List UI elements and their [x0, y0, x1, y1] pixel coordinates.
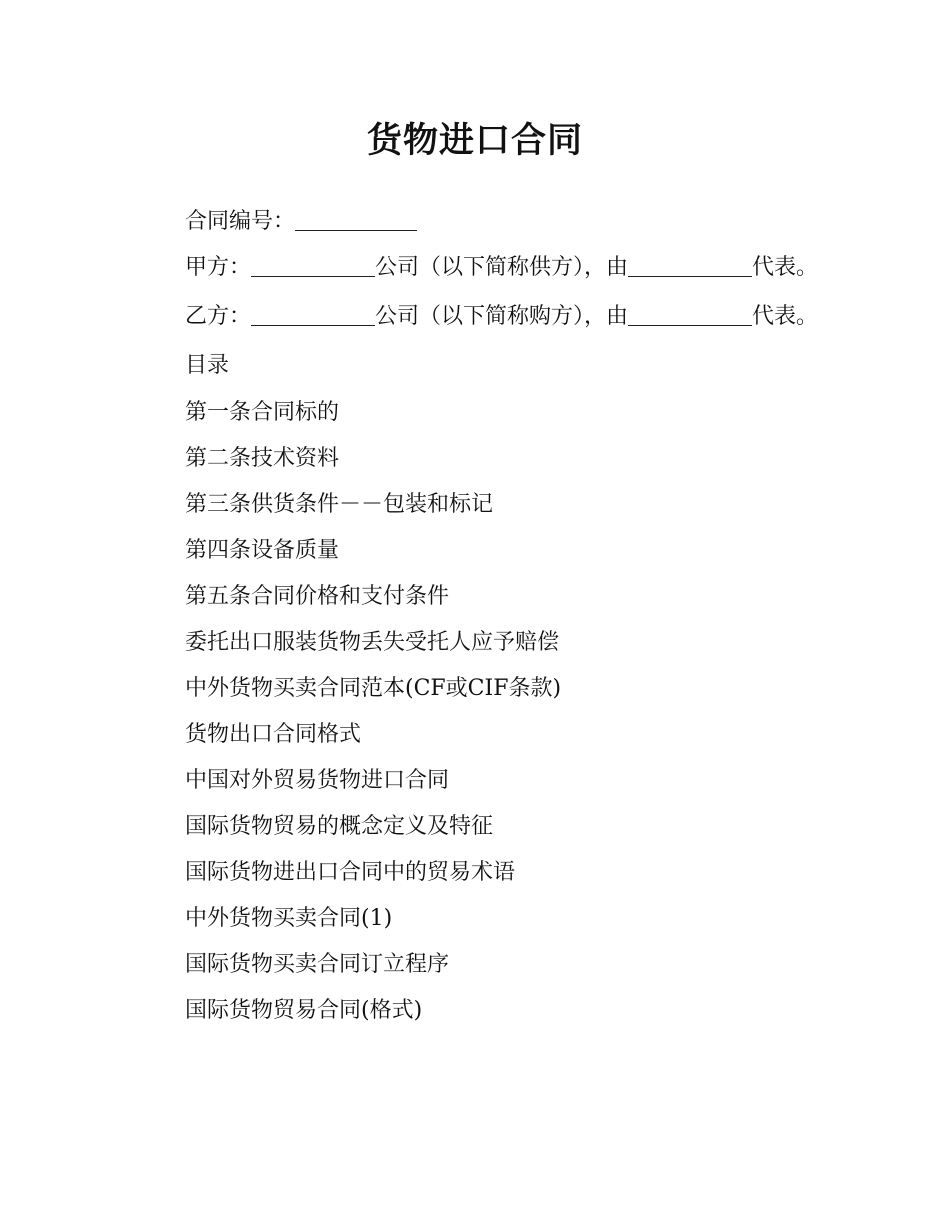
- toc-item: 中外货物买卖合同范本(CF或CIF条款): [185, 676, 562, 701]
- toc-item: 国际货物贸易合同(格式): [185, 998, 423, 1023]
- toc-heading: 目录: [185, 353, 230, 378]
- contract-number-label: 合同编号：: [185, 209, 296, 234]
- toc-item: 货物出口合同格式: [185, 722, 362, 747]
- toc-item: 第四条设备质量: [185, 538, 340, 563]
- toc-list: [140, 390, 820, 1034]
- toc-item: 第二条技术资料: [185, 446, 340, 471]
- contract-number-blank: [295, 208, 417, 231]
- toc-item: 中国对外贸易货物进口合同: [185, 768, 450, 793]
- document-title: 货物进口合同: [366, 121, 583, 161]
- party-a-company-suffix: 公司（以下简称供方），由: [375, 255, 629, 280]
- toc-item: 国际货物贸易的概念定义及特征: [185, 814, 494, 839]
- party-b-line: [140, 295, 820, 344]
- party-b-tail: 代表。: [752, 304, 819, 329]
- toc-item: 国际货物进出口合同中的贸易术语: [185, 860, 516, 885]
- toc-item: 第一条合同标的: [185, 400, 340, 425]
- toc-item: 第五条合同价格和支付条件: [185, 584, 450, 609]
- party-b-company-suffix: 公司（以下简称购方），由: [375, 304, 629, 329]
- toc-item: 国际货物买卖合同订立程序: [185, 952, 450, 977]
- toc-item: 第三条供货条件－－包装和标记: [185, 492, 494, 517]
- party-a-representative-blank: [628, 254, 752, 277]
- party-a-line: [140, 246, 820, 295]
- party-a-label: 甲方：: [185, 255, 252, 280]
- party-a-tail: 代表。: [752, 255, 819, 280]
- toc-item: 中外货物买卖合同(1): [185, 906, 393, 931]
- toc-item: 委托出口服装货物丢失受托人应予赔偿: [185, 630, 560, 655]
- party-b-representative-blank: [628, 303, 752, 326]
- document-body: [140, 200, 820, 1034]
- party-a-company-blank: [251, 254, 375, 277]
- contract-number-line: [140, 200, 820, 246]
- party-b-company-blank: [251, 303, 375, 326]
- party-b-label: 乙方：: [185, 304, 252, 329]
